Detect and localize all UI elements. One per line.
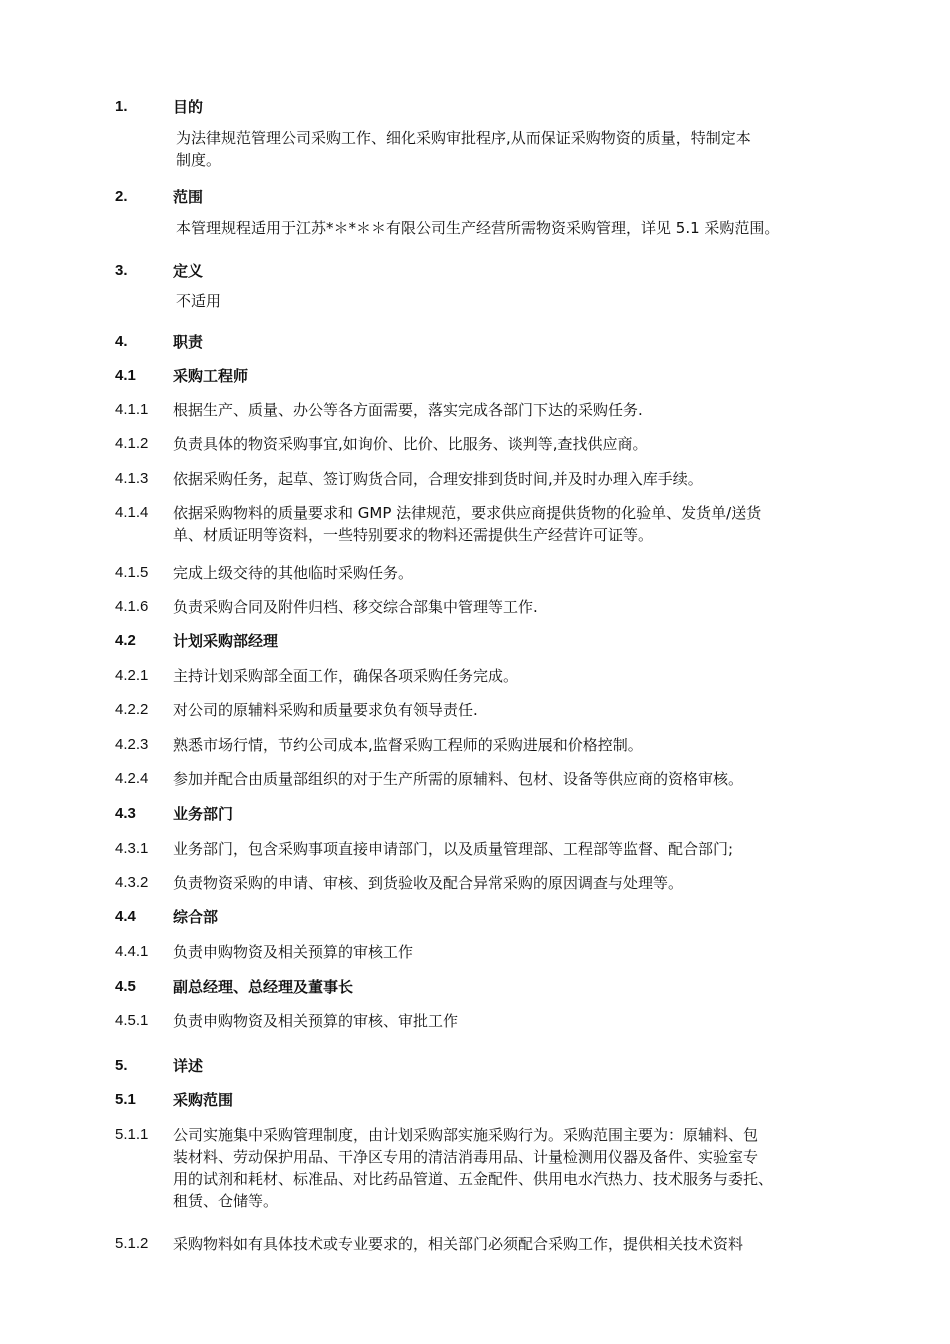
list-item [115,665,875,687]
item-line: 负责具体的物资采购事宜,如询价、比价、比服务、谈判等,查找供应商。 [173,435,648,453]
subsection-heading [115,906,875,928]
item-number: 4.1.1 [115,401,149,418]
section-number: 4.3 [115,805,136,822]
item-number: 4.3.1 [115,840,149,857]
section-heading [115,96,875,118]
list-item [115,562,875,584]
item-line: 参加并配合由质量部组织的对于生产所需的原辅料、包材、设备等供应商的资格审核。 [173,770,744,788]
item-line: 租赁、仓储等。 [173,1192,279,1210]
item-line: 单、材质证明等资料，一些特别要求的物料还需提供生产经营许可证等。 [173,526,654,544]
item-number: 4.1.2 [115,435,149,452]
list-item [115,596,875,618]
list-item [115,872,875,894]
item-number: 4.1.5 [115,564,149,581]
item-text [173,665,875,687]
item-text [173,838,875,860]
purpose-paragraph [176,127,876,171]
item-text [173,941,875,963]
item-number: 4.2.1 [115,667,149,684]
paragraph-line: 不适用 [176,292,222,310]
list-item [115,1124,875,1212]
item-text [173,768,875,790]
item-text [173,468,875,490]
section-number: 4.2 [115,632,136,649]
subsection-heading [115,1089,875,1111]
item-number: 4.1.3 [115,470,149,487]
item-line: 根据生产、质量、办公等各方面需要，落实完成各部门下达的采购任务. [173,401,643,419]
subsection-heading [115,976,875,998]
list-item [115,768,875,790]
item-number: 4.3.2 [115,874,149,891]
subsection-heading [115,803,875,825]
item-line: 业务部门，包含采购事项直接申请部门，以及质量管理部、工程部等监督、配合部门; [173,840,734,858]
item-number: 4.2.2 [115,701,149,718]
paragraph-line: 本管理规程适用于江苏*＊*＊＊有限公司生产经营所需物资采购管理，详见 5.1 采购范围。 [176,219,780,237]
item-number: 5.1.2 [115,1235,149,1252]
item-line: 负责申购物资及相关预算的审核、审批工作 [173,1012,459,1030]
item-text [173,1124,875,1212]
item-text [173,1010,875,1032]
section-title: 综合部 [173,908,219,926]
item-text [173,699,875,721]
item-line: 采购物料如有具体技术或专业要求的，相关部门必须配合采购工作，提供相关技术资料 [173,1235,744,1253]
section-number: 5. [115,1057,128,1074]
item-line: 负责申购物资及相关预算的审核工作 [173,943,414,961]
section-number: 1. [115,98,128,115]
section-number: 4.1 [115,367,136,384]
item-text [173,502,875,546]
subsection-heading [115,365,875,387]
section-title: 目的 [173,98,204,116]
section-title: 业务部门 [173,805,234,823]
item-line: 负责采购合同及附件归档、移交综合部集中管理等工作. [173,598,538,616]
item-text [173,596,875,618]
item-line: 依据采购物料的质量要求和 GMP 法律规范，要求供应商提供货物的化验单、发货单/送货 [173,504,762,522]
list-item [115,699,875,721]
section-title: 定义 [173,262,204,280]
item-line: 负责物资采购的申请、审核、到货验收及配合异常采购的原因调查与处理等。 [173,874,684,892]
section-heading [115,1055,875,1077]
item-number: 4.5.1 [115,1012,149,1029]
item-line: 公司实施集中采购管理制度，由计划采购部实施采购行为。采购范围主要为：原辅料、包 [173,1126,759,1144]
item-line: 装材料、劳动保护用品、干净区专用的清洁消毒用品、计量检测用仪器及备件、实验室专 [173,1148,759,1166]
item-number: 4.1.6 [115,598,149,615]
definition-paragraph [176,290,876,312]
section-title: 职责 [173,333,204,351]
section-title: 采购工程师 [173,367,249,385]
item-line: 依据采购任务，起草、签订购货合同，合理安排到货时间,并及时办理入库手续。 [173,470,703,488]
item-number: 4.2.3 [115,736,149,753]
item-line: 完成上级交待的其他临时采购任务。 [173,564,414,582]
item-text [173,1233,875,1255]
item-number: 4.1.4 [115,504,149,521]
section-heading [115,186,875,208]
item-text [173,734,875,756]
section-number: 4.4 [115,908,136,925]
list-item [115,941,875,963]
list-item [115,838,875,860]
item-line: 对公司的原辅料采购和质量要求负有领导责任. [173,701,478,719]
section-number: 4. [115,333,128,350]
section-number: 5.1 [115,1091,136,1108]
list-item [115,399,875,421]
section-title: 范围 [173,188,204,206]
section-title: 详述 [173,1057,204,1075]
item-line: 主持计划采购部全面工作，确保各项采购任务完成。 [173,667,519,685]
list-item [115,502,875,546]
section-title: 采购范围 [173,1091,234,1109]
section-number: 2. [115,188,128,205]
item-number: 5.1.1 [115,1126,149,1143]
item-number: 4.4.1 [115,943,149,960]
item-text [173,562,875,584]
list-item [115,1010,875,1032]
section-number: 3. [115,262,128,279]
list-item [115,468,875,490]
paragraph-line: 制度。 [176,151,222,169]
item-line: 用的试剂和耗材、标准品、对比药品管道、五金配件、供用电水汽热力、技术服务与委托、 [173,1170,774,1188]
section-number: 4.5 [115,978,136,995]
subsection-heading [115,630,875,652]
item-text [173,399,875,421]
item-number: 4.2.4 [115,770,149,787]
section-heading [115,331,875,353]
section-title: 副总经理、总经理及董事长 [173,978,354,996]
section-heading [115,260,875,282]
list-item [115,1233,875,1255]
paragraph-line: 为法律规范管理公司采购工作、细化采购审批程序,从而保证采购物资的质量，特制定本 [176,129,751,147]
list-item [115,433,875,455]
list-item [115,734,875,756]
section-title: 计划采购部经理 [173,632,279,650]
item-line: 熟悉市场行情，节约公司成本,监督采购工程师的采购进展和价格控制。 [173,736,643,754]
scope-paragraph [176,217,876,239]
item-text [173,872,875,894]
item-text [173,433,875,455]
